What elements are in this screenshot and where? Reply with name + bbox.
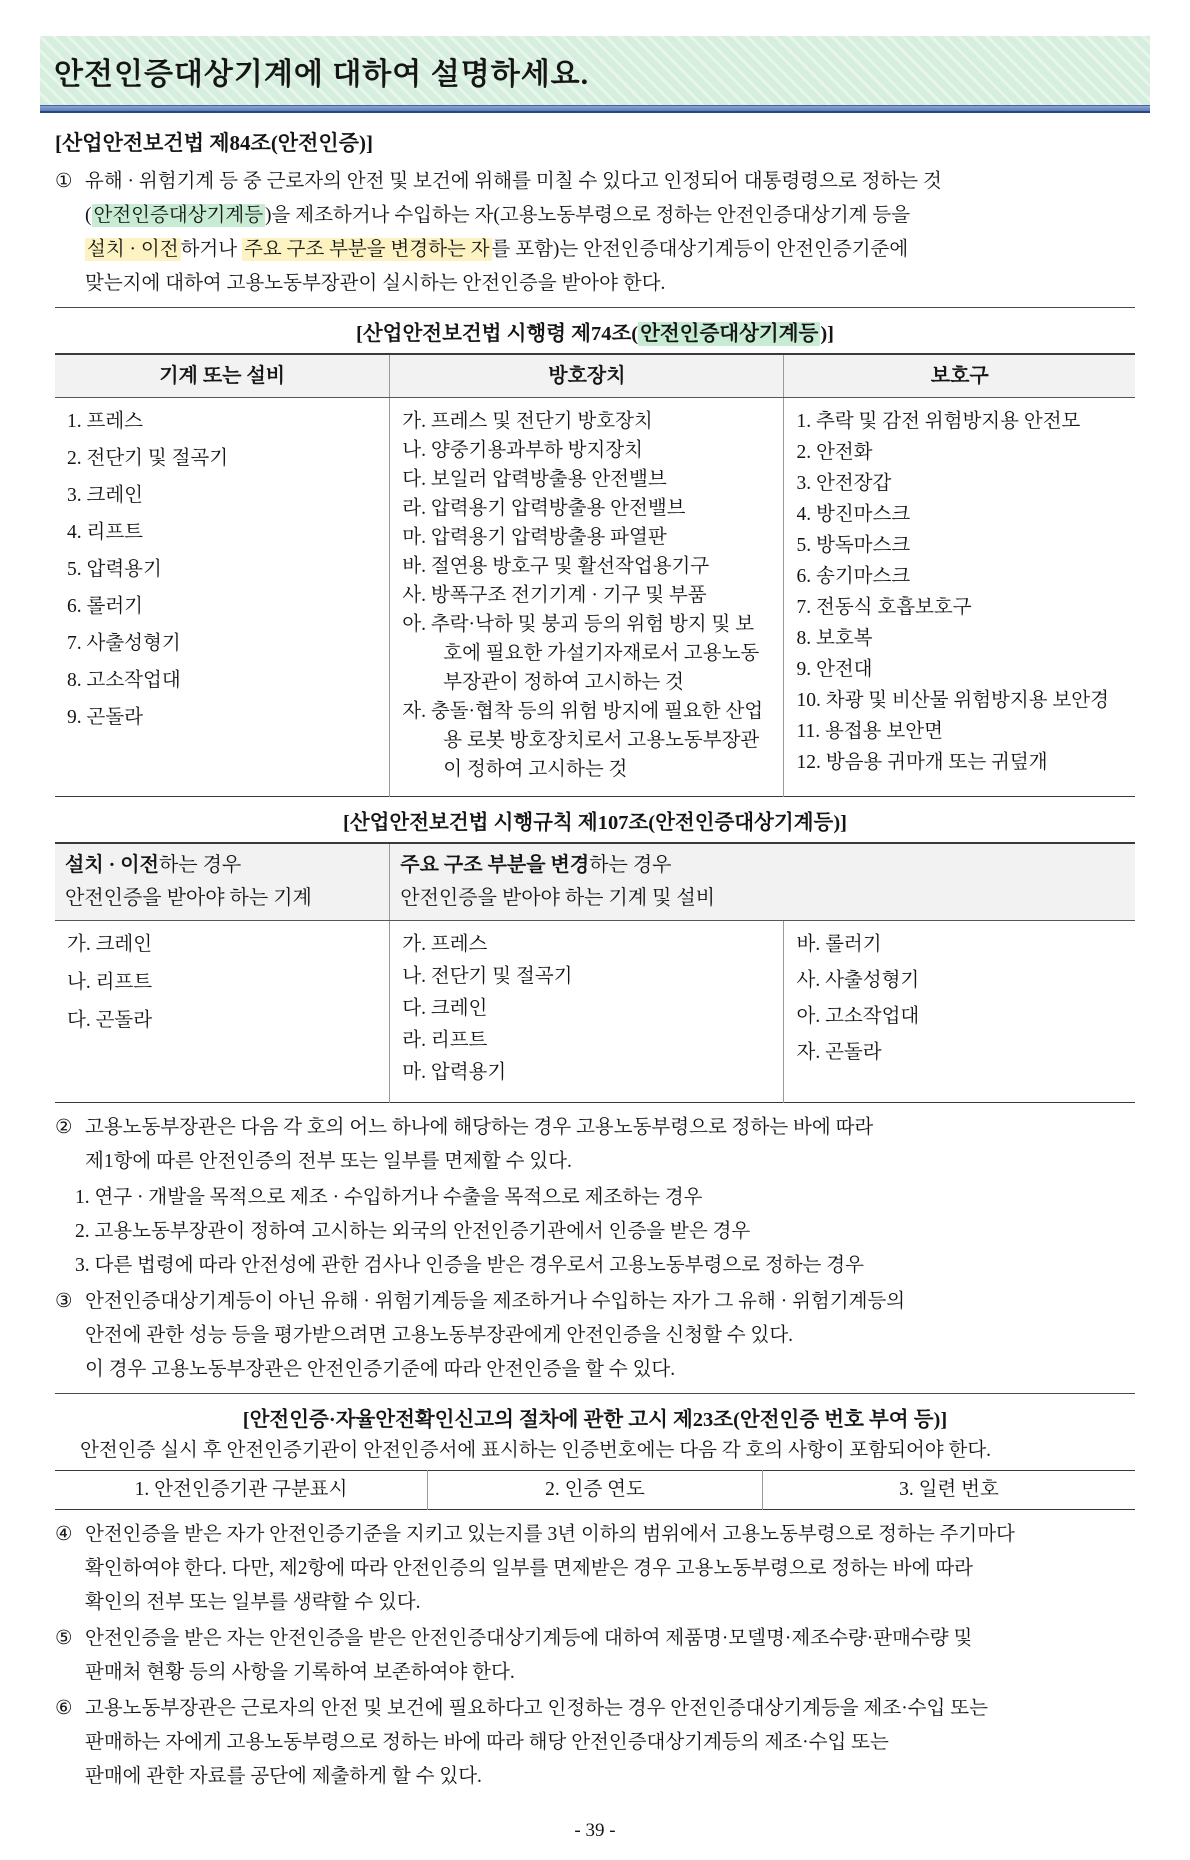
list-item: 라. 압력용기 압력방출용 안전밸브 <box>402 498 686 519</box>
table107-modify-cell-a <box>390 921 784 1103</box>
table74-ppe-cell <box>784 398 1135 797</box>
table107-header-install <box>55 843 390 921</box>
table74-machines-cell <box>55 398 390 797</box>
paragraph-1-line1: 유해 · 위험기계 등 중 근로자의 안전 및 보건에 위해를 미칠 수 있다고 인정되어 대통령령으로 정하는 것 <box>85 171 942 192</box>
list-item: 아. 추락·낙하 및 붕괴 등의 위험 방지 및 보호에 필요한 가설기자재로서 고용노동부장관이 정하여 고시하는 것 <box>402 614 760 693</box>
list-item: 아. 고소작업대 <box>796 1006 920 1027</box>
paragraph-1-line2 <box>85 199 1135 233</box>
text-chunk: )을 제조하거나 수입하는 자(고용노동부령으로 정하는 안전인증대상기계 등을 <box>265 205 911 226</box>
list-item: 가. 크레인 <box>67 934 153 955</box>
page-title: 안전인증대상기계에 대하여 설명하세요. <box>54 58 590 91</box>
paragraph-2-subitems <box>75 1181 1135 1283</box>
list-item: 8. 고소작업대 <box>67 670 181 691</box>
table74-guards-cell <box>390 398 784 797</box>
text-chunk: 하는 경우 <box>589 854 672 876</box>
list-item: 2. 안전화 <box>796 442 873 463</box>
circled-number-1: ① <box>55 171 73 192</box>
list-item: 2. 고용노동부장관이 정하여 고시하는 외국의 안전인증기관에서 인증을 받은 경우 <box>75 1221 751 1242</box>
list-item: 사. 사출성형기 <box>796 970 920 991</box>
paragraph-2-lines <box>85 1111 1135 1179</box>
list-item: 확인의 전부 또는 일부를 생략할 수 있다. <box>85 1592 421 1613</box>
table107-header-row <box>55 843 1135 921</box>
list-item: 바. 롤러기 <box>796 934 882 955</box>
list-item: 6. 송기마스크 <box>796 566 911 587</box>
header-line <box>65 849 379 882</box>
list-item: 8. 보호복 <box>796 628 873 649</box>
table74-header-guards: 방호장치 <box>390 354 784 398</box>
notice23-title: [안전인증·자율안전확인신고의 절차에 관한 고시 제23조(안전인증 번호 부여 등)] <box>242 1409 948 1431</box>
text-chunk: 하거나 <box>180 239 242 260</box>
list-item: 확인하여야 한다. 다만, 제2항에 따라 안전인증의 일부를 면제받은 경우 고용노동부령으로 정하는 바에 따라 <box>85 1558 973 1579</box>
list-item: 판매처 현황 등의 사항을 기록하여 보존하여야 한다. <box>85 1662 515 1683</box>
list-item: 제1항에 따른 안전인증의 전부 또는 일부를 면제할 수 있다. <box>85 1151 572 1172</box>
list-item: 안전인증을 받은 자는 안전인증을 받은 안전인증대상기계등에 대하여 제품명·모델명·제조수량·판매수량 및 <box>85 1628 973 1649</box>
list-item: 고용노동부장관은 근로자의 안전 및 보건에 필요하다고 인정하는 경우 안전인증대상기계등을 제조·수입 또는 <box>85 1698 988 1719</box>
list-item: 다. 곤돌라 <box>67 1010 153 1031</box>
list-item: 3. 크레인 <box>67 485 144 506</box>
paragraph-5 <box>55 1622 1135 1690</box>
list-item: 4. 리프트 <box>67 522 144 543</box>
document-body <box>55 127 1135 1842</box>
circled-number-3: ③ <box>55 1291 73 1312</box>
paragraph-4-lines <box>85 1518 1135 1620</box>
list-item: 3. 안전장갑 <box>796 473 892 494</box>
list-item: 자. 곤돌라 <box>796 1042 882 1063</box>
list-item: 5. 압력용기 <box>67 559 162 580</box>
text-chunk: 를 포함)는 안전인증대상기계등이 안전인증기준에 <box>491 239 909 260</box>
text-chunk: [산업안전보건법 시행령 제74조( <box>356 323 639 345</box>
table23-cell-year: 2. 인증 연도 <box>428 1471 763 1510</box>
list-item: 6. 롤러기 <box>67 596 144 617</box>
paragraph-6-lines <box>85 1692 1135 1794</box>
green-highlight: 안전인증대상기계등 <box>640 323 819 345</box>
paragraph-1-line3 <box>85 233 1135 267</box>
green-highlight: 안전인증대상기계등 <box>93 205 264 226</box>
table74-header-ppe: 보호구 <box>784 354 1135 398</box>
list-item: 나. 양중기용과부하 방지장치 <box>402 440 643 461</box>
table-notice-23 <box>55 1470 1135 1510</box>
table107-body-row <box>55 921 1135 1103</box>
circled-number-6: ⑥ <box>55 1698 73 1719</box>
table23-cell-org: 1. 안전인증기관 구분표시 <box>134 1479 348 1500</box>
list-item: 안전인증을 받은 자가 안전인증기준을 지키고 있는지를 3년 이하의 범위에서 고용노동부령으로 정하는 주기마다 <box>85 1524 1015 1545</box>
list-item: 5. 방독마스크 <box>796 535 911 556</box>
list-item: 판매하는 자에게 고용노동부령으로 정하는 바에 따라 해당 안전인증대상기계등의 제조·수입 또는 <box>85 1732 889 1753</box>
list-item: 12. 방음용 귀마개 또는 귀덮개 <box>796 752 1048 773</box>
table-rule-107 <box>55 842 1135 1103</box>
paragraph-1-line4: 맞는지에 대하여 고용노동부장관이 실시하는 안전인증을 받아야 한다. <box>85 273 666 294</box>
table74-title <box>55 308 1135 353</box>
list-item: 4. 방진마스크 <box>796 504 911 525</box>
table74-header-machines: 기계 또는 설비 <box>55 354 390 398</box>
list-item: 라. 리프트 <box>402 1030 488 1051</box>
list-item: 11. 용접용 보안면 <box>796 721 943 742</box>
table107-modify-cell-b <box>784 921 1135 1103</box>
table107-header-modify <box>390 843 1135 921</box>
list-item: 사. 방폭구조 전기기계 · 기구 및 부품 <box>402 585 707 606</box>
list-item: 안전인증대상기계등이 아닌 유해 · 위험기계등을 제조하거나 수입하는 자가 그 유해 · 위험기계등의 <box>85 1291 906 1312</box>
list-item: 다. 보일러 압력방출용 안전밸브 <box>402 469 667 490</box>
yellow-highlight: 주요 구조 부분을 변경하는 자 <box>243 239 490 260</box>
section-heading-law84: [산업안전보건법 제84조(안전인증)] <box>55 131 373 155</box>
list-item: 7. 사출성형기 <box>67 633 181 654</box>
table23-row <box>55 1471 1135 1510</box>
notice23-intro: 안전인증 실시 후 안전인증기관이 안전인증서에 표시하는 인증번호에는 다음 각 호의 사항이 포함되어야 한다. <box>80 1440 992 1461</box>
table74-body-row <box>55 398 1135 797</box>
circled-number-5: ⑤ <box>55 1628 73 1649</box>
paragraph-6 <box>55 1692 1135 1794</box>
table107-install-cell <box>55 921 390 1103</box>
list-item: 이 경우 고용노동부장관은 안전인증기준에 따라 안전인증을 할 수 있다. <box>85 1359 676 1380</box>
list-item: 9. 안전대 <box>796 659 873 680</box>
list-item: 자. 충돌·협착 등의 위험 방지에 필요한 산업용 로봇 방호장치로서 고용노동부장관이 정하여 고시하는 것 <box>402 701 764 780</box>
paragraph-4 <box>55 1518 1135 1620</box>
header-line <box>400 849 1125 882</box>
list-item: 안전에 관한 성능 등을 평가받으려면 고용노동부장관에게 안전인증을 신청할 수 있다. <box>85 1325 794 1346</box>
list-item: 고용노동부장관은 다음 각 호의 어느 하나에 해당하는 경우 고용노동부령으로 정하는 바에 따라 <box>85 1117 874 1138</box>
bold-text: 설치 · 이전 <box>65 854 159 876</box>
blue-divider <box>40 105 1150 113</box>
header-line: 안전인증을 받아야 하는 기계 및 설비 <box>400 887 716 909</box>
circled-number-2: ② <box>55 1117 73 1138</box>
text-chunk: 하는 경우 <box>158 854 242 876</box>
list-item: 10. 차광 및 비산물 위험방지용 보안경 <box>796 690 1109 711</box>
table-decree-74 <box>55 353 1135 797</box>
list-item: 1. 프레스 <box>67 411 144 432</box>
list-item: 다. 크레인 <box>402 998 488 1019</box>
list-item: 마. 압력용기 <box>402 1062 507 1083</box>
header-line: 안전인증을 받아야 하는 기계 <box>65 887 312 909</box>
list-item: 7. 전동식 호흡보호구 <box>796 597 972 618</box>
list-item: 3. 다른 법령에 따라 안전성에 관한 검사나 인증을 받은 경우로서 고용노동부령으로 정하는 경우 <box>75 1255 864 1276</box>
list-item: 판매에 관한 자료를 공단에 제출하게 할 수 있다. <box>85 1766 482 1787</box>
paragraph-2 <box>55 1111 1135 1179</box>
page-title-bar <box>40 36 1150 105</box>
circled-number-4: ④ <box>55 1524 73 1545</box>
list-item: 1. 연구 · 개발을 목적으로 제조 · 수입하거나 수출을 목적으로 제조하는 경우 <box>75 1187 703 1208</box>
paragraph-1 <box>55 165 1135 301</box>
paragraph-3-lines <box>85 1285 1135 1387</box>
list-item: 나. 전단기 및 절곡기 <box>402 966 573 987</box>
yellow-highlight: 설치 · 이전 <box>87 239 179 260</box>
text-chunk: ( <box>85 205 92 226</box>
list-item: 나. 리프트 <box>67 972 153 993</box>
bold-text: 주요 구조 부분을 변경 <box>400 854 590 876</box>
paragraph-1-lines <box>85 165 1135 301</box>
text-chunk: )] <box>820 323 834 345</box>
paragraph-5-lines <box>85 1622 1135 1690</box>
table74-header-row <box>55 354 1135 398</box>
table107-title: [산업안전보건법 시행규칙 제107조(안전인증대상기계등)] <box>343 812 847 834</box>
list-item: 가. 프레스 <box>402 934 488 955</box>
list-item: 1. 추락 및 감전 위험방지용 안전모 <box>796 411 1081 432</box>
list-item: 바. 절연용 방호구 및 활선작업용기구 <box>402 556 710 577</box>
list-item: 마. 압력용기 압력방출용 파열판 <box>402 527 667 548</box>
paragraph-3 <box>55 1285 1135 1387</box>
page-number: - 39 - <box>574 1820 616 1841</box>
list-item: 가. 프레스 및 전단기 방호장치 <box>402 411 653 432</box>
list-item: 9. 곤돌라 <box>67 707 144 728</box>
table23-cell-serial: 3. 일련 번호 <box>762 1471 1135 1510</box>
list-item: 2. 전단기 및 절곡기 <box>67 448 229 469</box>
